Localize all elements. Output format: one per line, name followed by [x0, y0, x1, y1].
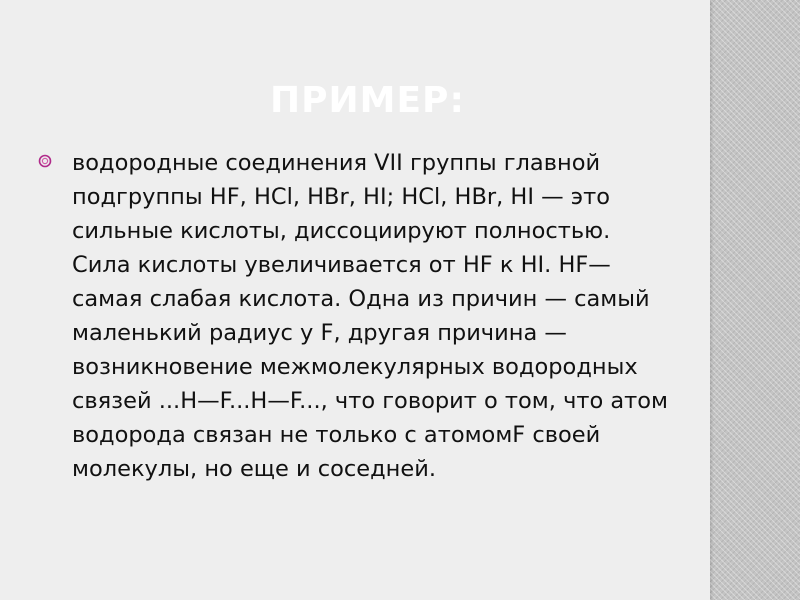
side-band-edge: [710, 0, 714, 600]
bullet-text: водородные соединения VII группы главной подгруппы HF, HCl, HBr, HI; HCl, HBr, HI — это сильные кислоты, диссоциируют полностью. Сила кислоты увеличивается от HF к HI. HF— самая слабая кислота. Одна из причин — самый маленький радиус у F, другая причина — возникновение межмолекулярных водородных связей ...H—F...H—F..., что говорит о том, что атом водорода связан не только с атомомF своей молекулы, но еще и соседней.: [72, 150, 669, 482]
slide-title: ПРИМЕР:: [270, 80, 465, 121]
ring-bullet-icon: [38, 154, 52, 168]
decorative-side-band: [710, 0, 800, 600]
